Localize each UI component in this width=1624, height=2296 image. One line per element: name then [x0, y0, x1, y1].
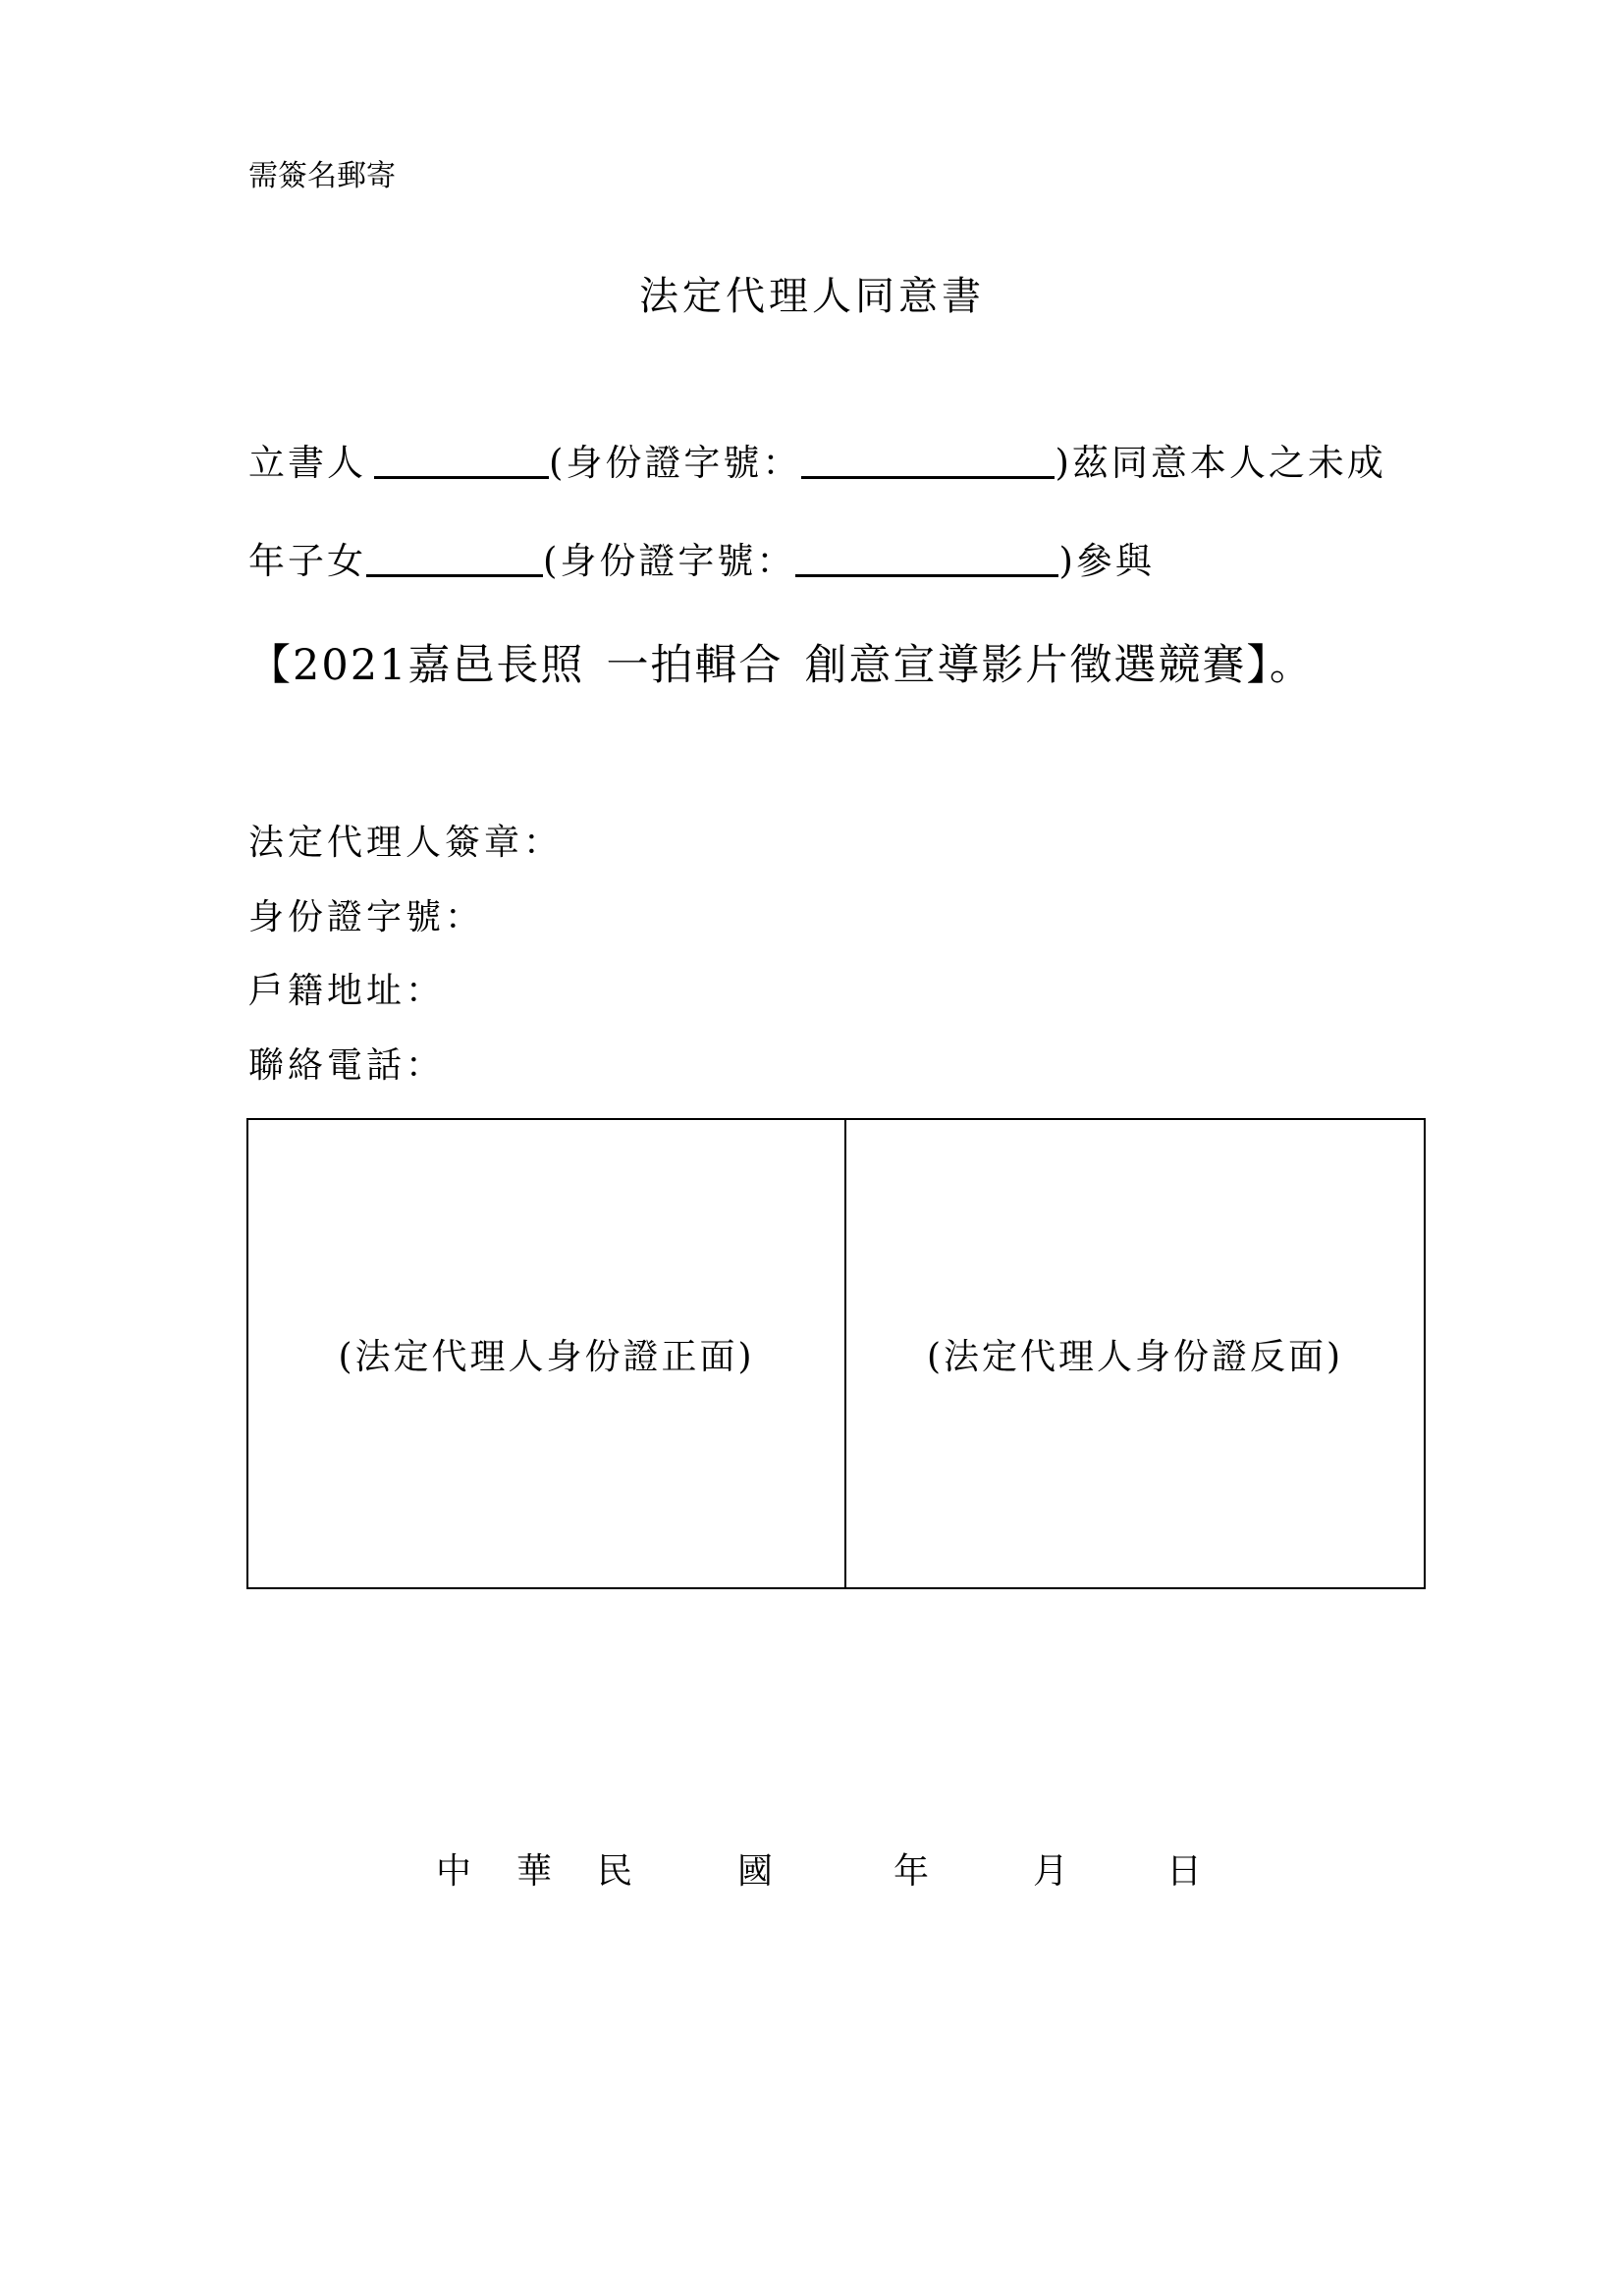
child-id-blank[interactable] — [795, 541, 1058, 577]
declarant-name-blank[interactable] — [374, 443, 549, 479]
statement-line-2-suffix: )參與 — [1058, 540, 1155, 582]
event-name-part-1: 【2021嘉邑長照 — [248, 641, 585, 690]
id-card-front-box[interactable] — [248, 1120, 846, 1587]
event-name — [248, 638, 1314, 693]
date-day-label: 日 — [1166, 1851, 1203, 1892]
statement-line-1-id-prefix: (身份證字號： — [549, 442, 802, 484]
date-era-char-2: 華 — [516, 1851, 553, 1892]
household-address-label: 戶籍地址： — [248, 971, 446, 1011]
statement-line-1-prefix: 立書人 — [248, 442, 366, 484]
guardian-id-number-label: 身份證字號： — [248, 897, 485, 937]
id-card-back-box[interactable] — [846, 1120, 1424, 1587]
id-card-attachment-table — [246, 1118, 1426, 1589]
id-card-back-label: (法定代理人身份證反面) — [926, 1336, 1344, 1377]
statement-line-2-id-prefix: (身份證字號： — [543, 540, 796, 582]
event-name-part-2: 一拍輯合 — [606, 641, 784, 690]
statement-line-1-suffix: )茲同意本人之未成 — [1055, 442, 1386, 484]
date-era-char-3: 民 — [597, 1851, 633, 1892]
declarant-id-blank[interactable] — [801, 443, 1055, 479]
date-month-label: 月 — [1033, 1851, 1069, 1892]
child-name-blank[interactable] — [366, 541, 543, 577]
event-name-part-3: 創意宣導影片徵選競賽】。 — [804, 641, 1314, 690]
document-title: 法定代理人同意書 — [639, 274, 985, 319]
contact-phone-label: 聯絡電話： — [248, 1045, 446, 1086]
statement-line-1 — [248, 439, 1386, 488]
statement-line-2 — [248, 537, 1155, 586]
statement-line-2-prefix: 年子女 — [248, 540, 366, 582]
date-year-label: 年 — [893, 1851, 930, 1892]
id-card-front-label: (法定代理人身份證正面) — [338, 1336, 755, 1377]
date-era-char-1: 中 — [436, 1851, 472, 1892]
guardian-signature-label: 法定代理人簽章： — [248, 823, 564, 863]
date-era-char-4: 國 — [737, 1851, 774, 1892]
header-note: 需簽名郵寄 — [248, 159, 396, 193]
